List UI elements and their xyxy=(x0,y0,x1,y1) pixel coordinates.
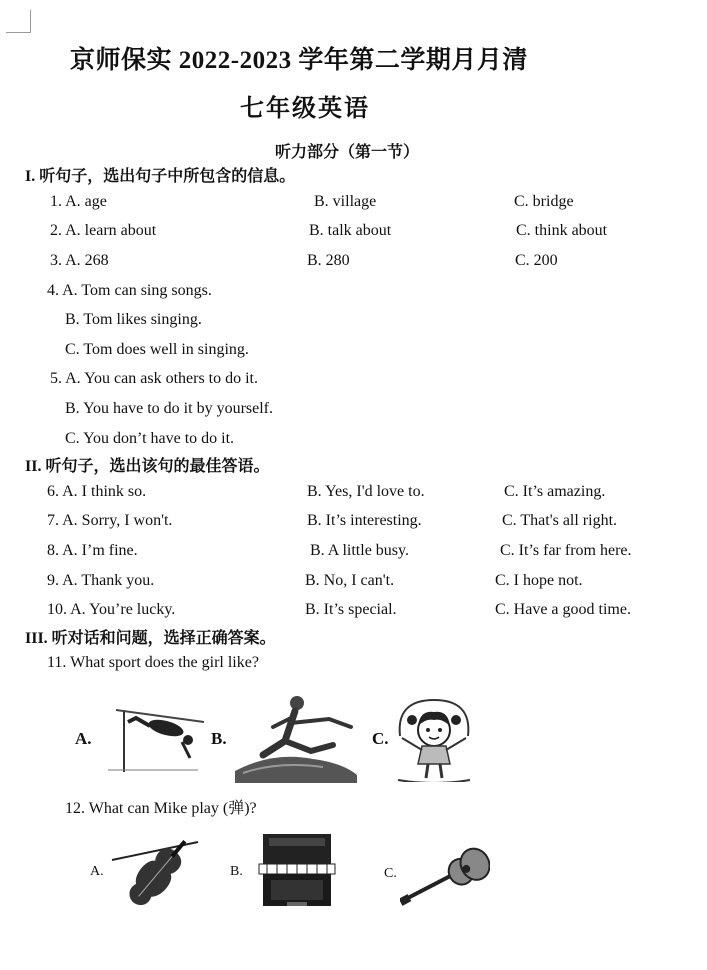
q5-option-b: B. You have to do it by yourself. xyxy=(65,400,273,417)
q9-option-b: B. No, I can't. xyxy=(305,572,395,589)
q7-option-a: 7. A. Sorry, I won't. xyxy=(47,512,173,529)
q5-option-c: C. You don’t have to do it. xyxy=(65,430,235,447)
q1-option-c: C. bridge xyxy=(514,193,574,210)
q6-option-a: 6. A. I think so. xyxy=(47,483,147,500)
q11-question: 11. What sport does the girl like? xyxy=(47,654,259,671)
q2-option-b: B. talk about xyxy=(309,222,392,239)
q7-option-c: C. That's all right. xyxy=(502,512,618,529)
q3-option-b: B. 280 xyxy=(307,252,350,269)
long-jump-icon xyxy=(233,693,359,783)
section-1-heading: I. 听句子，选出句子中所包含的信息。 xyxy=(25,168,296,185)
q10-option-b: B. It’s special. xyxy=(305,601,397,618)
q12-label-b: B. xyxy=(230,864,243,879)
q11-label-c: C. xyxy=(372,729,389,748)
q12-label-c: C. xyxy=(384,866,397,881)
q12-question: 12. What can Mike play (弹)? xyxy=(65,800,257,817)
high-jump-icon xyxy=(98,700,210,772)
guitar-icon xyxy=(400,842,490,910)
q11-label-a: A. xyxy=(75,729,92,748)
q8-option-b: B. A little busy. xyxy=(310,542,409,559)
q9-option-c: C. I hope not. xyxy=(495,572,583,589)
q6-option-c: C. It’s amazing. xyxy=(504,483,606,500)
q8-option-a: 8. A. I’m fine. xyxy=(47,542,138,559)
q11-label-b: B. xyxy=(211,729,227,748)
q3-option-a: 3. A. 268 xyxy=(50,252,109,269)
q10-option-a: 10. A. You’re lucky. xyxy=(47,601,176,618)
part-heading: 听力部分（第一节） xyxy=(275,144,420,161)
page-corner-mark xyxy=(6,10,31,33)
q12-label-a: A. xyxy=(90,864,104,879)
q2-option-a: 2. A. learn about xyxy=(50,222,157,239)
q8-option-c: C. It’s far from here. xyxy=(500,542,632,559)
q2-option-c: C. think about xyxy=(516,222,608,239)
q7-option-b: B. It’s interesting. xyxy=(307,512,422,529)
q4-option-a: 4. A. Tom can sing songs. xyxy=(47,282,212,299)
exam-title: 京师保实 2022-2023 学年第二学期月月清 xyxy=(70,47,528,74)
q9-option-a: 9. A. Thank you. xyxy=(47,572,155,589)
q6-option-b: B. Yes, I'd love to. xyxy=(307,483,425,500)
q1-option-b: B. village xyxy=(314,193,377,210)
section-2-heading: II. 听句子，选出该句的最佳答语。 xyxy=(25,458,270,475)
jump-rope-icon xyxy=(392,696,476,782)
section-3-heading: III. 听对话和问题，选择正确答案。 xyxy=(25,630,276,647)
q4-option-c: C. Tom does well in singing. xyxy=(65,341,249,358)
q4-option-b: B. Tom likes singing. xyxy=(65,311,202,328)
q1-option-a: 1. A. age xyxy=(50,193,107,210)
q3-option-c: C. 200 xyxy=(515,252,558,269)
violin-icon xyxy=(108,830,200,912)
exam-subtitle: 七年级英语 xyxy=(240,96,370,122)
piano-icon xyxy=(257,830,337,910)
q5-option-a: 5. A. You can ask others to do it. xyxy=(50,370,258,387)
q10-option-c: C. Have a good time. xyxy=(495,601,631,618)
